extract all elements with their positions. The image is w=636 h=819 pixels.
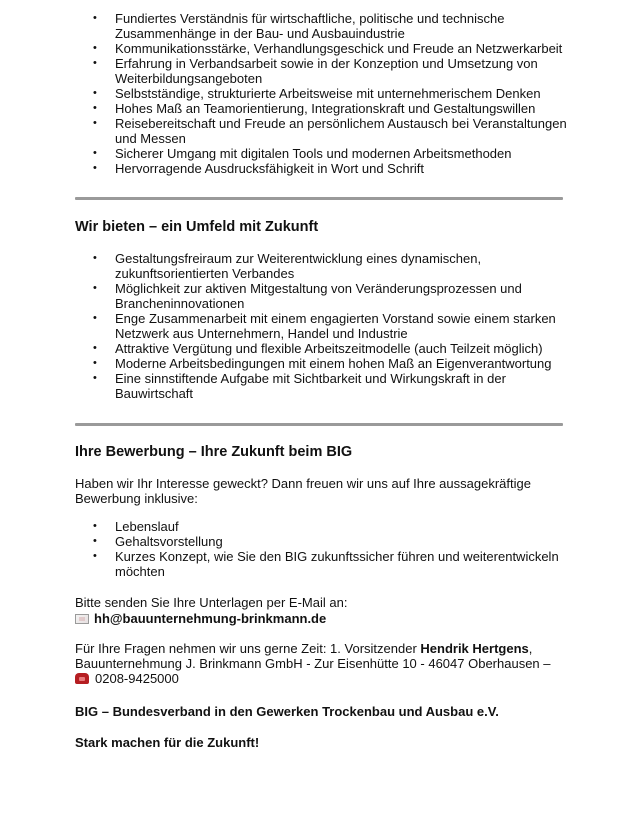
- email-line: [75, 611, 565, 626]
- bullet-icon: •: [93, 282, 97, 294]
- mail-icon: [75, 614, 89, 624]
- send-instructions: Bitte senden Sie Ihre Unterlagen per E-Mail an:: [75, 595, 348, 610]
- bullet-icon: •: [93, 12, 97, 24]
- bullet-icon: •: [93, 535, 97, 547]
- application-intro: Haben wir Ihr Interesse geweckt? Dann freuen wir uns auf Ihre aussagekräftige Bewerbung inklusive:: [75, 476, 531, 506]
- telephone-icon: [75, 673, 89, 684]
- list-item: • Selbstständige, strukturierte Arbeitsweise mit unternehmerischem Denken: [93, 86, 541, 101]
- bullet-icon: •: [93, 87, 97, 99]
- list-item: • Enge Zusammenarbeit mit einem engagierten Vorstand sowie einem starken Netzwerk aus Unternehmern, Handel und Industrie: [93, 311, 556, 341]
- offer-heading: Wir bieten – ein Umfeld mit Zukunft: [75, 219, 319, 235]
- bullet-icon: •: [93, 252, 97, 264]
- list-item: • Hohes Maß an Teamorientierung, Integrationskraft und Gestaltungswillen: [93, 101, 536, 116]
- offer-list: [88, 251, 568, 401]
- section-divider: [75, 423, 563, 426]
- bullet-icon: •: [93, 372, 97, 384]
- list-item: • Gehaltsvorstellung: [93, 534, 223, 549]
- bullet-icon: •: [93, 342, 97, 354]
- bullet-icon: •: [93, 57, 97, 69]
- list-item: • Lebenslauf: [93, 519, 179, 534]
- list-item: • Moderne Arbeitsbedingungen mit einem hohen Maß an Eigenverantwortung: [93, 356, 552, 371]
- list-item: • Attraktive Vergütung und flexible Arbeitszeitmodelle (auch Teilzeit möglich): [93, 341, 543, 356]
- bullet-icon: •: [93, 117, 97, 129]
- bullet-icon: •: [93, 42, 97, 54]
- list-item: • Gestaltungsfreiraum zur Weiterentwicklung eines dynamischen, zukunftsorientierten Verbandes: [93, 251, 482, 281]
- list-item: • Kurzes Konzept, wie Sie den BIG zukunftssicher führen und weiterentwickeln möchten: [93, 549, 559, 579]
- contact-paragraph: Für Ihre Fragen nehmen wir uns gerne Zeit: 1. Vorsitzender Hendrik Hertgens, Bauunternehmung J. Brinkmann GmbH - Zur Eisenhütte 10 - 46047 Oberhausen – 0208-9425000: [75, 641, 551, 686]
- bullet-icon: •: [93, 162, 97, 174]
- contact-address: Bauunternehmung J. Brinkmann GmbH - Zur Eisenhütte 10 - 46047 Oberhausen –: [75, 656, 551, 671]
- bullet-icon: •: [93, 520, 97, 532]
- contact-phone[interactable]: 0208-9425000: [95, 671, 179, 686]
- list-item: • Sicherer Umgang mit digitalen Tools und modernen Arbeitsmethoden: [93, 146, 512, 161]
- slogan: Stark machen für die Zukunft!: [75, 735, 260, 750]
- bullet-icon: •: [93, 312, 97, 324]
- list-item: • Reisebereitschaft und Freude an persönlichem Austausch bei Veranstaltungen und Messen: [93, 116, 567, 146]
- list-item: • Eine sinnstiftende Aufgabe mit Sichtbarkeit und Wirkungskraft in der Bauwirtschaft: [93, 371, 506, 401]
- application-heading: Ihre Bewerbung – Ihre Zukunft beim BIG: [75, 444, 353, 460]
- organization-name: BIG – Bundesverband in den Gewerken Trockenbau und Ausbau e.V.: [75, 704, 499, 719]
- contact-name: Hendrik Hertgens: [420, 641, 529, 656]
- section-divider: [75, 197, 563, 200]
- requirements-list: [88, 11, 568, 176]
- bullet-icon: •: [93, 550, 97, 562]
- bullet-icon: •: [93, 147, 97, 159]
- list-item: • Hervorragende Ausdrucksfähigkeit in Wort und Schrift: [93, 161, 425, 176]
- list-item: • Kommunikationsstärke, Verhandlungsgeschick und Freude an Netzwerkarbeit: [93, 41, 563, 56]
- application-documents-list: [88, 519, 568, 579]
- list-item: • Erfahrung in Verbandsarbeit sowie in der Konzeption und Umsetzung von Weiterbildungsangeboten: [93, 56, 538, 86]
- bullet-icon: •: [93, 357, 97, 369]
- list-item: • Fundiertes Verständnis für wirtschaftliche, politische und technische Zusammenhänge in der Bau- und Ausbauindustrie: [93, 11, 505, 41]
- email-link[interactable]: hh@bauunternehmung-brinkmann.de: [94, 611, 327, 626]
- list-item: • Möglichkeit zur aktiven Mitgestaltung von Veränderungsprozessen und Brancheninnovationen: [93, 281, 522, 311]
- bullet-icon: •: [93, 102, 97, 114]
